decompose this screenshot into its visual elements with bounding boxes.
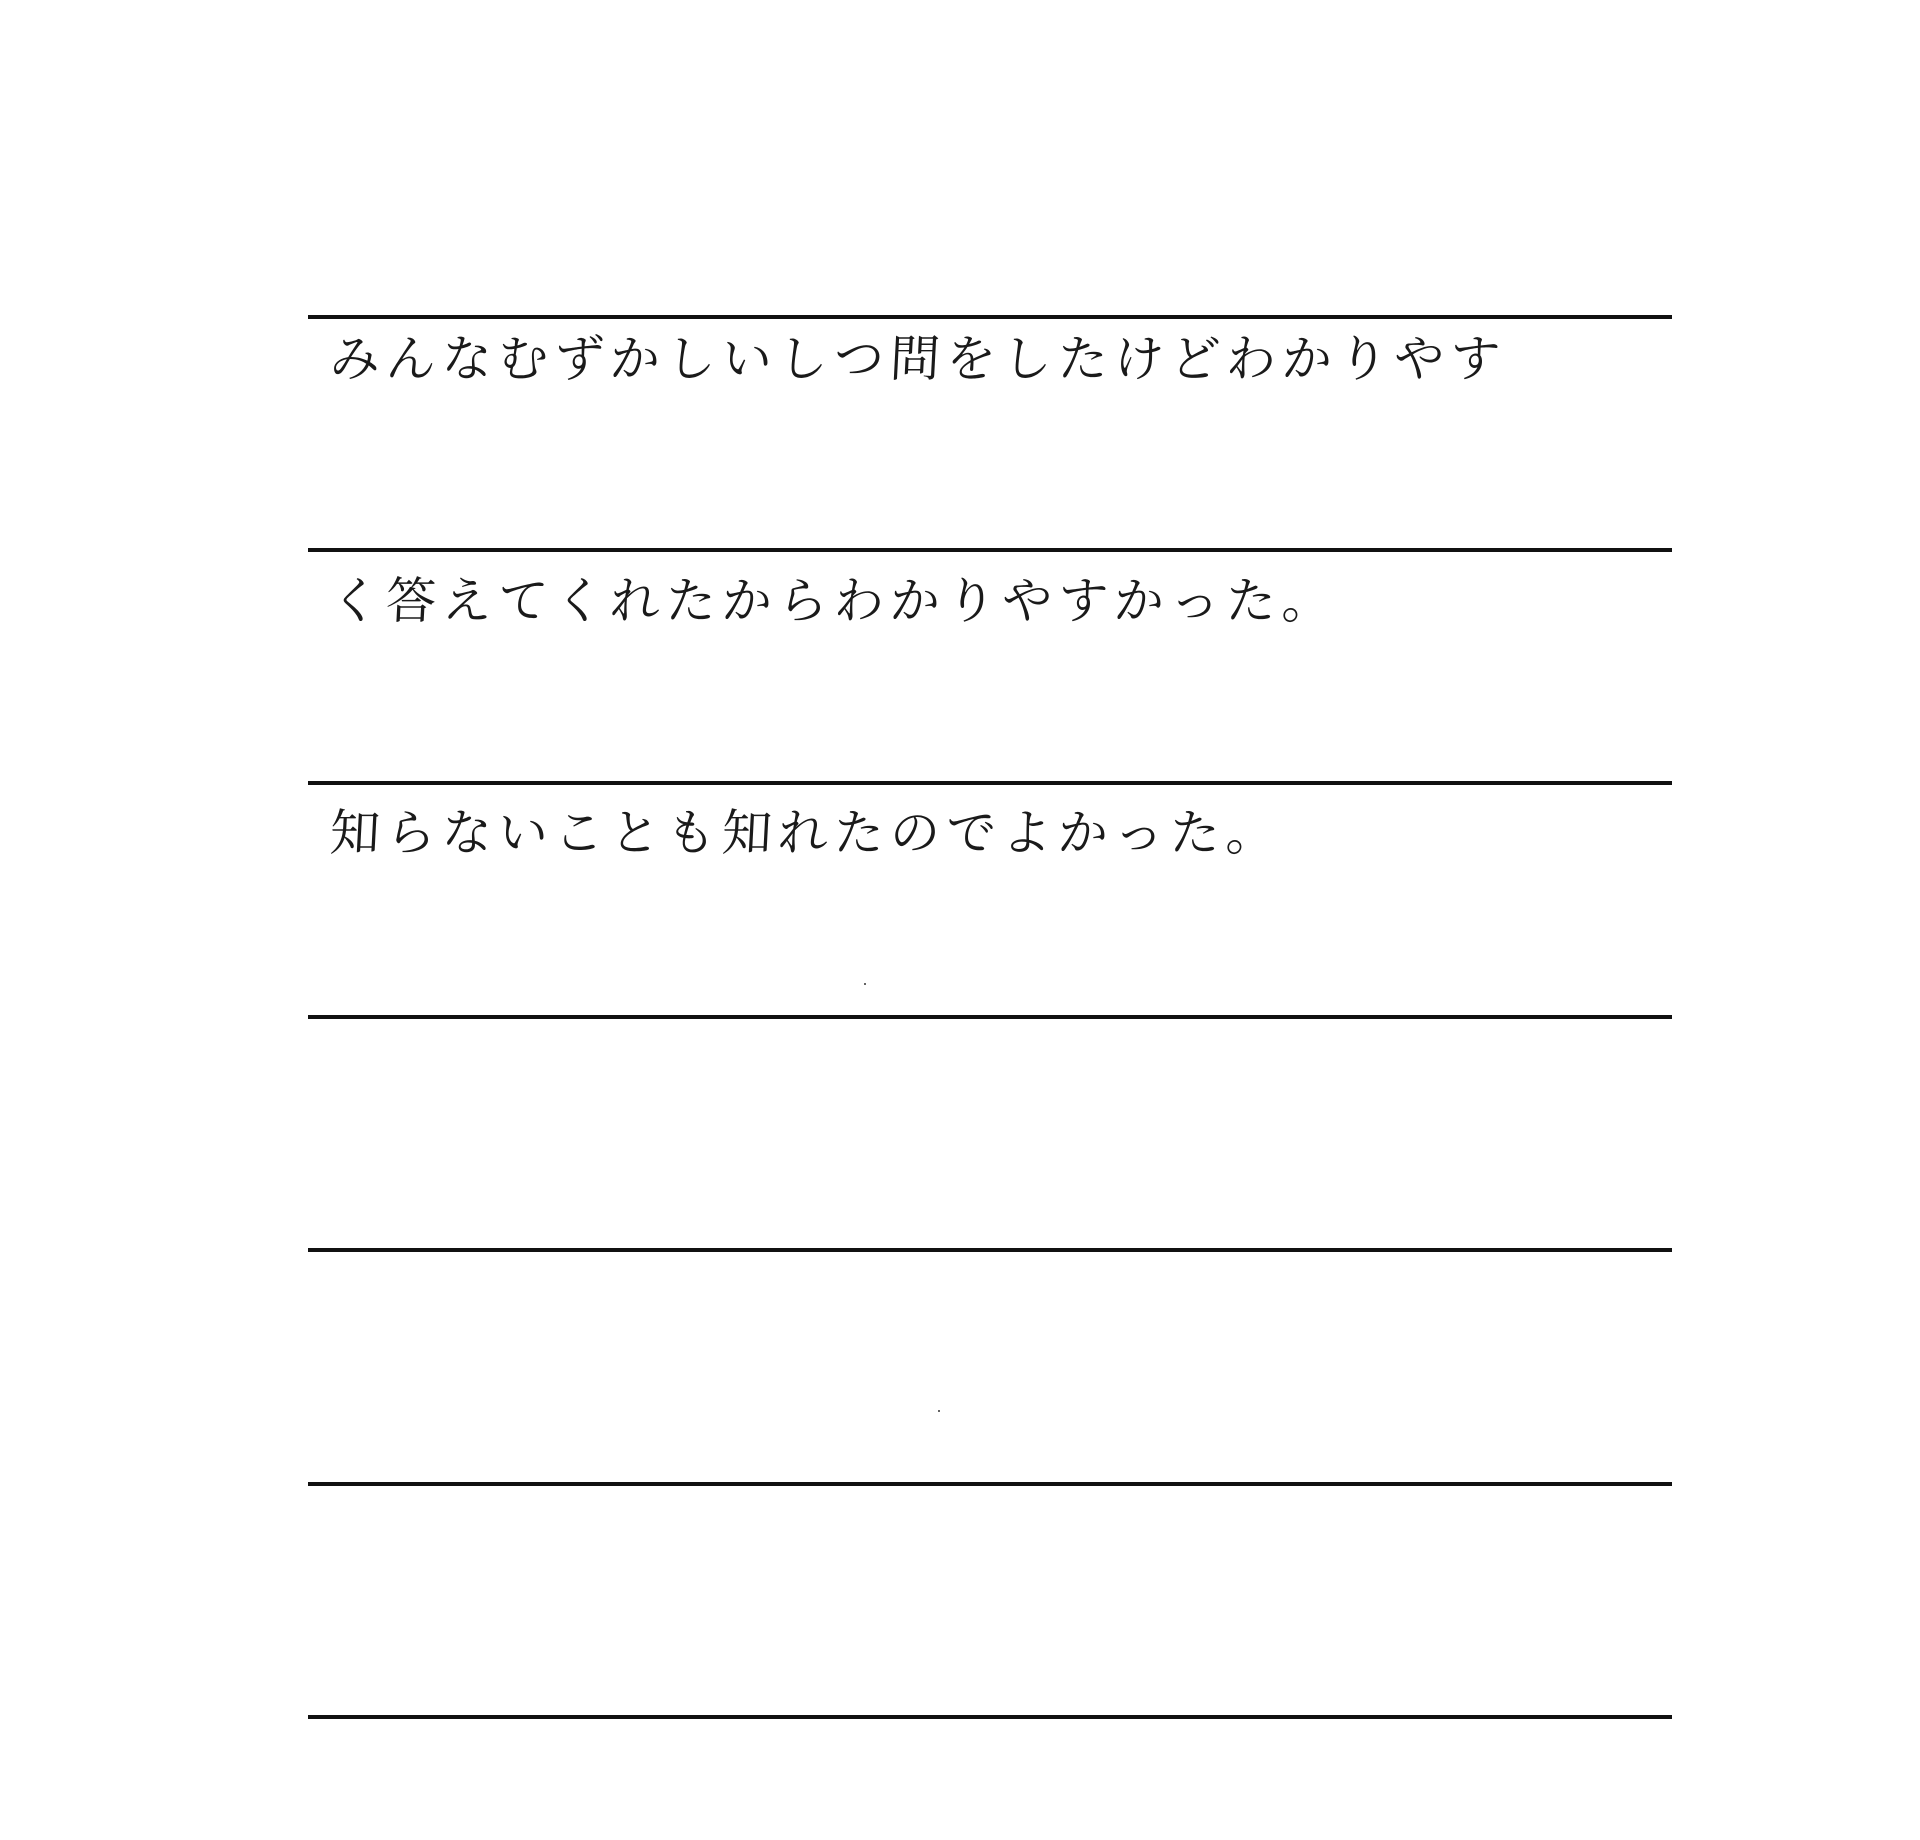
handwritten-line-1: みんなむずかしいしつ問をしたけどわかりやす [328,330,1508,388]
ruled-line-4 [308,1015,1672,1019]
ruled-line-2 [308,548,1672,552]
scan-speck [864,983,866,985]
ruled-line-3 [308,781,1672,785]
handwritten-line-3: 知らないことも知れたのでよかった。 [328,804,1284,862]
ruled-line-5 [308,1248,1672,1252]
handwritten-line-2: く答えてくれたからわかりやすかった。 [328,572,1340,630]
ruled-line-7 [308,1715,1672,1719]
scan-speck [938,1410,940,1412]
ruled-line-1 [308,315,1672,319]
ruled-line-6 [308,1482,1672,1486]
